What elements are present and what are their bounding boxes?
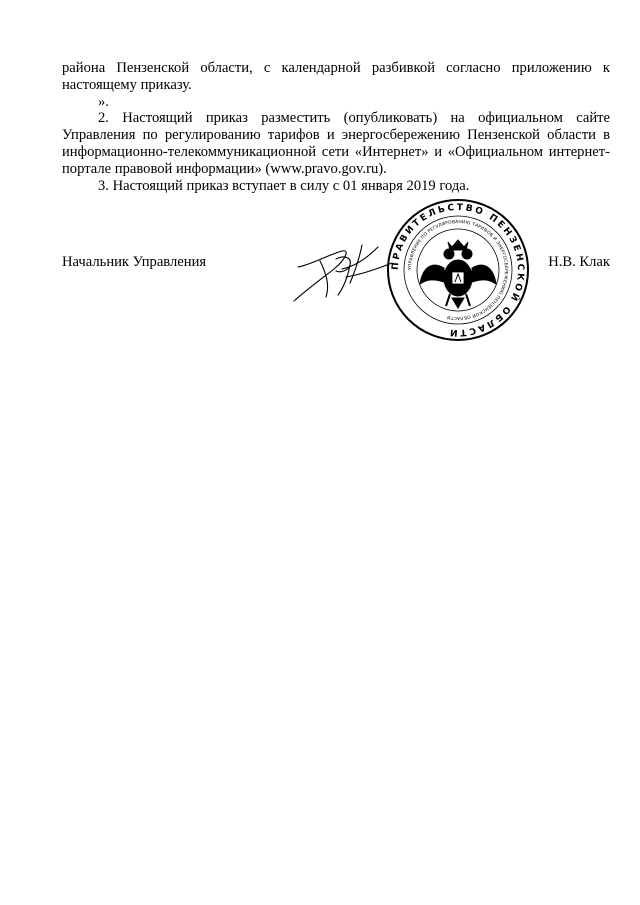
document-body (62, 60, 610, 194)
paragraph-1: района Пензенской области, с календарной разбивкой согласно приложению к настоящему приказу. (62, 60, 610, 93)
signatory-title: Начальник Управления (62, 254, 207, 270)
svg-text:ПРАВИТЕЛЬСТВО ПЕНЗЕНСКОЙ ОБЛАС: ПРАВИТЕЛЬСТВО ПЕНЗЕНСКОЙ ОБЛАСТИ (390, 202, 526, 338)
handwritten-signature (280, 225, 400, 315)
official-seal (386, 198, 530, 342)
closing-quote: ». (98, 93, 109, 110)
paragraph-2: 2. Настоящий приказ разместить (опубликовать) на официальном сайте Управления по регулированию тарифов и энергосбережению Пензенской области в информационно-телекоммуникационной сети «Интернет» и «Официальном интернет-портале правовой информации» (www.pravo.gov.ru). (62, 110, 610, 177)
signatory-name: Н.В. Клак (548, 254, 610, 270)
coat-of-arms-icon (420, 240, 496, 308)
svg-text:УПРАВЛЕНИЕ ПО РЕГУЛИРОВАНИЮ ТА: УПРАВЛЕНИЕ ПО РЕГУЛИРОВАНИЮ ТАРИФОВ И ЭНЕРГОСБЕРЕЖЕНИЮ ПЕНЗЕНСКОЙ ОБЛАСТИ (407, 219, 509, 321)
paragraph-3: 3. Настоящий приказ вступает в силу с 01 января 2019 года. (98, 177, 470, 194)
